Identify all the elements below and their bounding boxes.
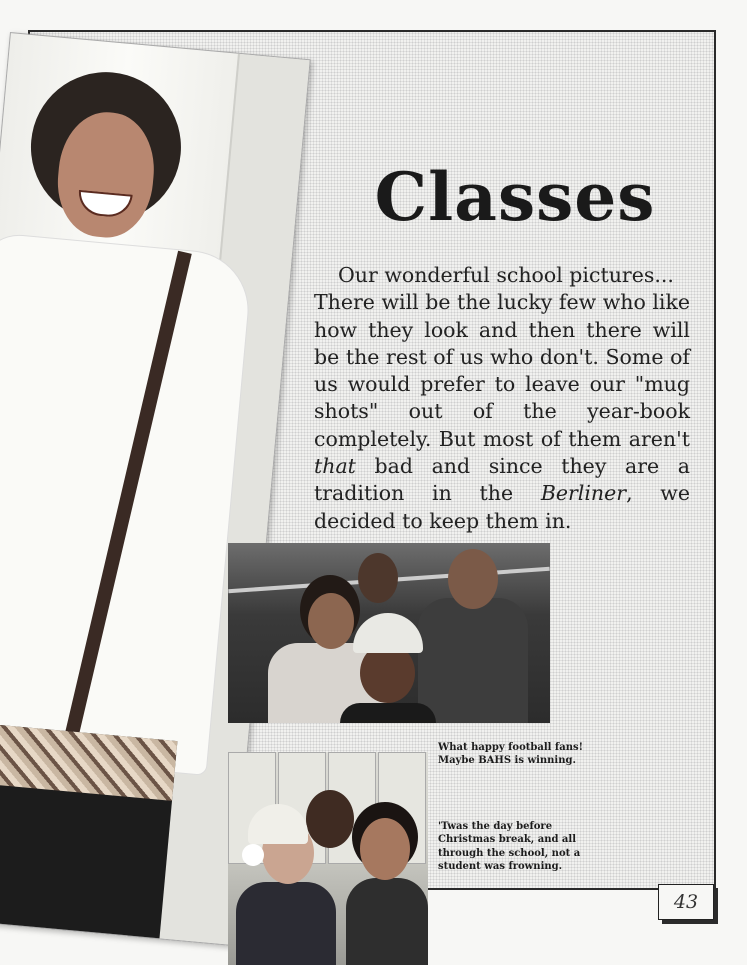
body-emphasis-berliner: Berliner	[540, 481, 627, 506]
body-paragraph	[314, 290, 690, 532]
body-text	[314, 262, 690, 535]
photo-person-center-cap	[353, 613, 423, 653]
body-emphasis-that: that	[314, 454, 356, 479]
photo-person-left-body	[236, 882, 336, 965]
photo-person-right-body	[346, 878, 428, 965]
photo-person-left-face	[308, 593, 354, 649]
page-number: 43	[658, 884, 714, 920]
photo-person-back-face	[306, 790, 354, 848]
body-text-part-3: , we decided to keep them in.	[314, 481, 690, 533]
photo-person-back	[358, 553, 398, 603]
football-fans-photo	[228, 543, 550, 723]
photo-person-center-body	[340, 703, 436, 723]
caption-football-fans: What happy football fans! Maybe BAHS is winning.	[438, 742, 583, 767]
photo-person-right-face	[448, 549, 498, 609]
photo-person-right-face	[360, 818, 410, 880]
body-lead: Our wonderful school pictures...	[338, 263, 674, 287]
photo-person-right-body	[418, 598, 528, 723]
photo-hat-pompom	[242, 844, 264, 866]
body-text-part-1: There will be the lucky few who like how they look and then there will be the rest of us who don't. Some of us would prefer to leave our "mug shots" out of the year-book completely. But most of them aren't	[314, 290, 690, 451]
christmas-photo	[228, 752, 428, 965]
caption-christmas: 'Twas the day before Christmas break, and all through the school, not a student was frowning.	[438, 821, 581, 872]
body-text-part-2: bad and since they are a tradition in the	[314, 454, 690, 506]
page-title: Classes	[374, 158, 656, 236]
